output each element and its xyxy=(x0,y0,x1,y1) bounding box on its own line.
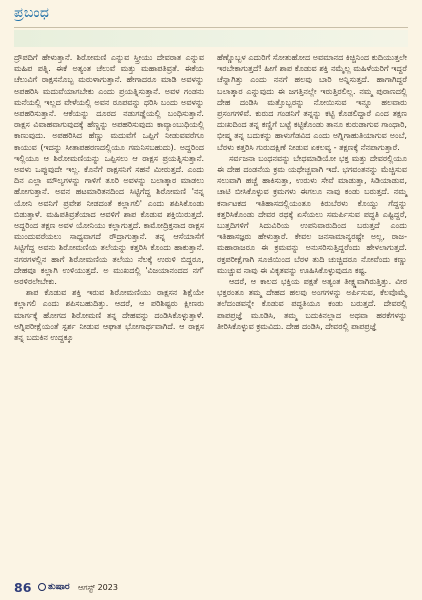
right-paragraph-1: ಹೆಣ್ಣೊಬ್ಬಳ ಎದುರಿಗೆ ಸೋತುಹೋದ ಅವಮಾನದ ಕಿಚ್ಚಿನಿಂದ ಕುದಿಯುತ್ತಲೇ ಇರಬೇಕಾಗುತ್ತದೆ! ಹೀಗೆ ಶಾಪ ಕೊಡುವ ಶಕ್ತಿ ನಮ್ಮೆಲ್ಲ ಮಹಿಳೆಯರಿಗೆ ಇದ್ದರೆ ಚೆನ್ನಾಗಿತ್ತು ಎಂದು ನನಗೆ ಹಲವು ಬಾರಿ ಅನ್ನಿಸುತ್ತದೆ. ಹಾಗಾಗಿದ್ದರೆ ಬಲಾತ್ಕಾರ ಎನ್ನುವುದು ಈ ಜಗತ್ತಿನಲ್ಲೇ ಇರುತ್ತಿರಲಿಲ್ಲ. ನಮ್ಮ ಪುರಾಣದಲ್ಲಿ ದೇಹ ದಂಡಿಸಿ ಮತ್ತೊಬ್ಬರನ್ನು ನೋಯಿಸುವ ಇನ್ನೂ ಹಲವಾರು ಪ್ರಸಂಗಗಳಿವೆ. ಕುರುದ ಗಂಡನಿಗೆ ತನ್ನನ್ನು ಕಟ್ಟಿ ಕೊಡಲಿದ್ದಾರೆ ಎಂದ ತಕ್ಷಣ ದುಃಖದಿಂದ ತನ್ನ ಕಣ್ಣಿಗೆ ಬಟ್ಟೆ ಕಟ್ಟಿಕೊಂಡು ತಾನೂ ಕುರುಡಾಗುವ ಗಾಂಧಾರಿ, ಭೀಷ್ಮ ತನ್ನ ಬದುಕನ್ನು ಹಾಳುಗೆಡವಿದ ಎಂದು ಅಗ್ನಿಗಾಹುತಿಯಾಗುವ ಅಂಬೆ, ಬೆರಳು ಕತ್ತರಿಸಿ ಗುರುದಕ್ಷಿಣೆ ನೀಡುವ ಏಕಲವ್ಯ - ತಕ್ಷಣಕ್ಕೆ ನೆನಪಾಗುತ್ತಾರೆ. xyxy=(217,53,408,152)
issue-date: ಆಗಸ್ಟ್ 2023 xyxy=(78,583,118,592)
header-divider xyxy=(14,27,408,28)
right-paragraph-3: ಆದರೆ, ಆ ಕಾಲದ ಭಕ್ತಿಯ ಪಕ್ಷತೆ ಅತ್ಯಂತ ತೀಕ್ಷ್ಣವಾಗಿರುತ್ತಿತ್ತು. ವೀರ ಭಕ್ತರಂತೂ ತಮ್ಮ ದೇಹದ ಹಲವು ಅಂಗಗಳನ್ನು ಅರ್ಪಿಸುವ, ಕೆಲವೊಮ್ಮೆ ತಲೆದಂಡವನ್ನೇ ಕೊಡುವ ಪದ್ಧತಿಯೂ ಕಂಡು ಬರುತ್ತದೆ. ದೇವರಲ್ಲಿ ಪಾಪಪ್ರಜ್ಞೆ ಮೂಡಿಸಿ, ತಮ್ಮ ಬದುಕಿನಲ್ಲಾದ ಅಥವಾ ಹರಕೆಗಳನ್ನು ತೀರಿಸಿಕೊಳ್ಳುವ ಕ್ರಮವಿದು. ದೇಹ ದಂಡಿಸಿ, ದೇವರಲ್ಲಿ ಪಾಪಪ್ರಜ್ಞೆ xyxy=(217,277,407,331)
magazine-logo-icon xyxy=(38,583,46,591)
left-column xyxy=(14,52,204,343)
right-paragraph-2: ಸರ್ವಜನಾ ಬಂಧನವನ್ನು ಬೇಧಮಾಡಿಯೋ ಭಕ್ತ ಮತ್ತು ದೇವರಲ್ಲಿಯೂ ಈ ದೇಹ ದಂಡನೆಯ ಕ್ರಮ ಯಥೇಚ್ಚವಾಗಿ ಇದೆ. ಭಗವಂತನನ್ನು ಮೆಚ್ಚಿಸುವ ಸಲುವಾಗಿ ಹಚ್ಚೆ ಹಾಕಿಸುತ್ತಾ, ಉರುಳು ಸೇವೆ ಮಾಡುತ್ತಾ, ಸಿಡಿಯಾಡುವ, ಚಾಟಿ ಬೀಸಿಕೊಳ್ಳುವ ಕ್ರಮಗಳು ಈಗಲೂ ನಾವು ಕಂಡು ಬರುತ್ತದೆ. ನಮ್ಮ ಕರ್ನಾಟಕದ ಇತಿಹಾಸದಲ್ಲಿಯಂತೂ ಕಿರುಬೆರಳು ಕೊಯ್ದು ಗೆದ್ದನ್ನು ಕತ್ತರಿಸಿಕೊಂಡು ದೇವರ ರಥಕ್ಕೆ ಏಸೆಯಲು ಸಮರ್ಪಿಸುವ ಪದ್ಧತಿ ಎಷ್ಟಿದ್ದರೆ, ಬುತ್ತದಿಗಳಿಗೆ ಸಿದುವಿರಿಯ ಉಪನಿವಾರುದಿಂದ ಬರುತ್ತದೆ ಎಂದು ಇತಿಹಾಸಜ್ಞರು ಹೇಳುತ್ತಾರೆ. ಕೇವಲ ಜನಸಾಮಾನ್ಯರಷ್ಟೇ ಅಲ್ಲ, ರಾಜ-ಮಹಾರಾಜರೂ ಈ ಕ್ರಮವನ್ನು ಅನುಸರಿಸುತ್ತಿದ್ದರೆಂದು ಹೇಳಲಾಗುತ್ತದೆ. ರಕ್ತಪರೀಕ್ಷೆಗಾಗಿ ಸೂಜಿಯಿಂದ ಬೆರಳ ತುದಿ ಚುಚ್ಚಿದರೂ ನೋವೆಂದು ಕಣ್ಣು ಮುಚ್ಚುವ ನಾವು ಈ ವಿಕೃತವನ್ನು ಊಹಿಸಿಕೊಳ್ಳುವುದೂ ಕಷ್ಟ. xyxy=(217,153,407,275)
magazine-logo xyxy=(38,582,70,592)
page-footer xyxy=(14,580,408,596)
page-header xyxy=(0,0,422,48)
magazine-name: ತುಷಾರ xyxy=(48,582,70,592)
page-number: 86 xyxy=(14,580,32,595)
header-decorative-band xyxy=(14,30,408,47)
right-column xyxy=(217,52,407,332)
left-paragraph-1: ದ್ರೌಪದಿಗೆ ಹೇಳುತ್ತಾನೆ. ಶಿರೋಮಣಿ ಎನ್ನುವ ಸ್ತ್ರೀಯು ದೇವರಾತ ಎನ್ನುವ ಮಹಿಪ ಪತ್ನಿ. ಈಕೆ ಅತ್ಯಂತ ಚೆಲುವೆ ಮತ್ತು ಮಹಾಪತಿವ್ರತೆ. ಈಕೆಯ ಚೆಲುವಿಗೆ ರಾಕ್ಷಸನೊಬ್ಬ ಮರುಳಾಗುತ್ತಾನೆ. ಹೇಗಾದರೂ ಮಾಡಿ ಅವಳನ್ನು ಅಪಹರಿಸಿ ಮದುವೆಯಾಗಬೇಕು ಎಂದು ಪ್ರಯತ್ನಿಸುತ್ತಾನೆ. ಅವಳ ಗಂಡನು ಮನೆಯಲ್ಲಿ ಇಲ್ಲದ ವೇಳೆಯಲ್ಲಿ ಅವನ ರೂಪವನ್ನು ಧರಿಸಿ ಬಂದು ಅವಳನ್ನು ಅಪಹರಿಸುತ್ತಾನೆ. ಆಕೆಯನ್ನು ದೂರದ ನಡುಗಡ್ಡೆಯಲ್ಲಿ ಬಂಧಿಸುತ್ತಾನೆ. ರಾಕ್ಷಸ ವಿವಾಹವಾಗುವುದಕ್ಕೆ ಹೆಣ್ಣನ್ನು ಅಪಹರಿಸುವುದು ಕಾವ್ಯಾಂಬುಧಿಯಲ್ಲಿ ಕಾಣುವುದು. ಅಪಹರಿಸಿದ ಹೆಣ್ಣು ಮದುವೆಗೆ ಒಪ್ಪಿಗೆ ನೀಡುವವರೆಗೂ ಕಾಯುವ (ಇದನ್ನು ಸೀತಾಪಹರಣದಲ್ಲಿಯೂ ಗಮನಿಸಬಹುದು). ಅದ್ದರಿಂದ ಇಲ್ಲಿಯೂ ಆ ಶಿರೋಮಣಿಯನ್ನು ಒಪ್ಪಿಸಲು ಆ ರಾಕ್ಷಸ ಪ್ರಯತ್ನಿಸುತ್ತಾನೆ. ಅವಳು ಒಪ್ಪುವುದೇ ಇಲ್ಲ. ಕೊನೆಗೆ ರಾಕ್ಷಸನಿಗೆ ಸಹನೆ ಮೀರುತ್ತದೆ. ಎಂದು ದಿನ ಎಲ್ಲಾ ಮೌಲ್ಯಗಳನ್ನು ಗಾಳಿಗೆ ತೂರಿ ಅವಳನ್ನು ಬಲಾತ್ಕಾರ ಮಾಡಲು ಹೋಗುತ್ತಾನೆ. ಅವನ ಹಟಮಾರಿತನದಿಂದ ಸಿಟ್ಟಿಗೆದ್ದ ಶಿರೋಮಣಿ 'ನನ್ನ ಯೋನಿ ಅವನಿಗೆ ಪ್ರವೇಶ ನೀಡದಂತೆ ಕಲ್ಲಾಗಲಿ' ಎಂದು ಶಪಿಸಿಕೊಂಡು ಬಿಡುತ್ತಾಳೆ. ಮಹಿಪತಿವ್ರತೆಯಾದ ಆವಳಿಗೆ ಶಾಪ ಕೊಡುವ ಶಕ್ತಿಯಿರುತ್ತದೆ. ಅದ್ದರಿಂದ ತಕ್ಷಣ ಅವಳ ಯೋನಿಯು ಕಲ್ಲಾಗುತ್ತದೆ. ಕಾಮೋದ್ರಿಕ್ತನಾದ ರಾಕ್ಷಸ ಮುಂದುವರೆಯಲು ಸಾಧ್ಯವಾಗದೆ ರೌದ್ರಾಗುತ್ತಾನೆ. ತನ್ನ ಆಸೆಯಾಸೆಗೆ ಸಿಟ್ಟಿಗೆದ್ದ ಅವನು ಶಿರೋಮಣಿಯ ತಲೆಯನ್ನು ಕತ್ತರಿಸಿ ಕೊಂದು ಹಾಕುತ್ತಾನೆ. ನಗರಗಳಲ್ಲಿನ ಹಾಗೆ ಶಿರೋಮಣಿಯ ತಲೆಯು ನೆಲಕ್ಕೆ ಉರುಳಿ ಬಿದ್ದರೂ, ದೇಹವೂ ಕಲ್ಲಾಗಿ ಉಳಿಯುತ್ತದೆ. ಅ ಮುಖದಲ್ಲಿ 'ವಿಜಯಾನಂದದ ನಗೆ' ಅರಳಿರಲೇಬೇಕು. xyxy=(14,53,204,287)
section-title: ಪ್ರಬಂಧ xyxy=(14,5,50,21)
left-paragraph-2: ಶಾಪ ಕೊಡುವ ಶಕ್ತಿ ಇರುವ ಶಿರೋಮಣಿಯು ರಾಕ್ಷಸನ ಶಿಕ್ಷೆಯೇ ಕಲ್ಲಾಗಲಿ ಎಂದು ಶಪಿಸಬಹುದಿತ್ತು. ಆದರೆ, ಆ ಪರಿಶಿಷ್ಟರು ಕ್ಷೀಣರು ಮಾರ್ಗಕ್ಕೆ ಹೋಗದ ಶಿರೋಮಣಿ ತನ್ನ ದೇಹವನ್ನು ದಂಡಿಸಿಕೊಳ್ಳುತ್ತಾಳೆ. ಅಗ್ನಿಪರೀಕ್ಷೆಯಂತೆ ಸ್ಪರ್ಶ ನೀಡುವ ಆಘಾತ ಭೋಗಾರ್ಥವಾಗಿದೆ. ಆ ರಾಕ್ಷಸ ತನ್ನ ಬದುಕಿನ ಉದ್ದಕ್ಕೂ xyxy=(14,288,204,343)
